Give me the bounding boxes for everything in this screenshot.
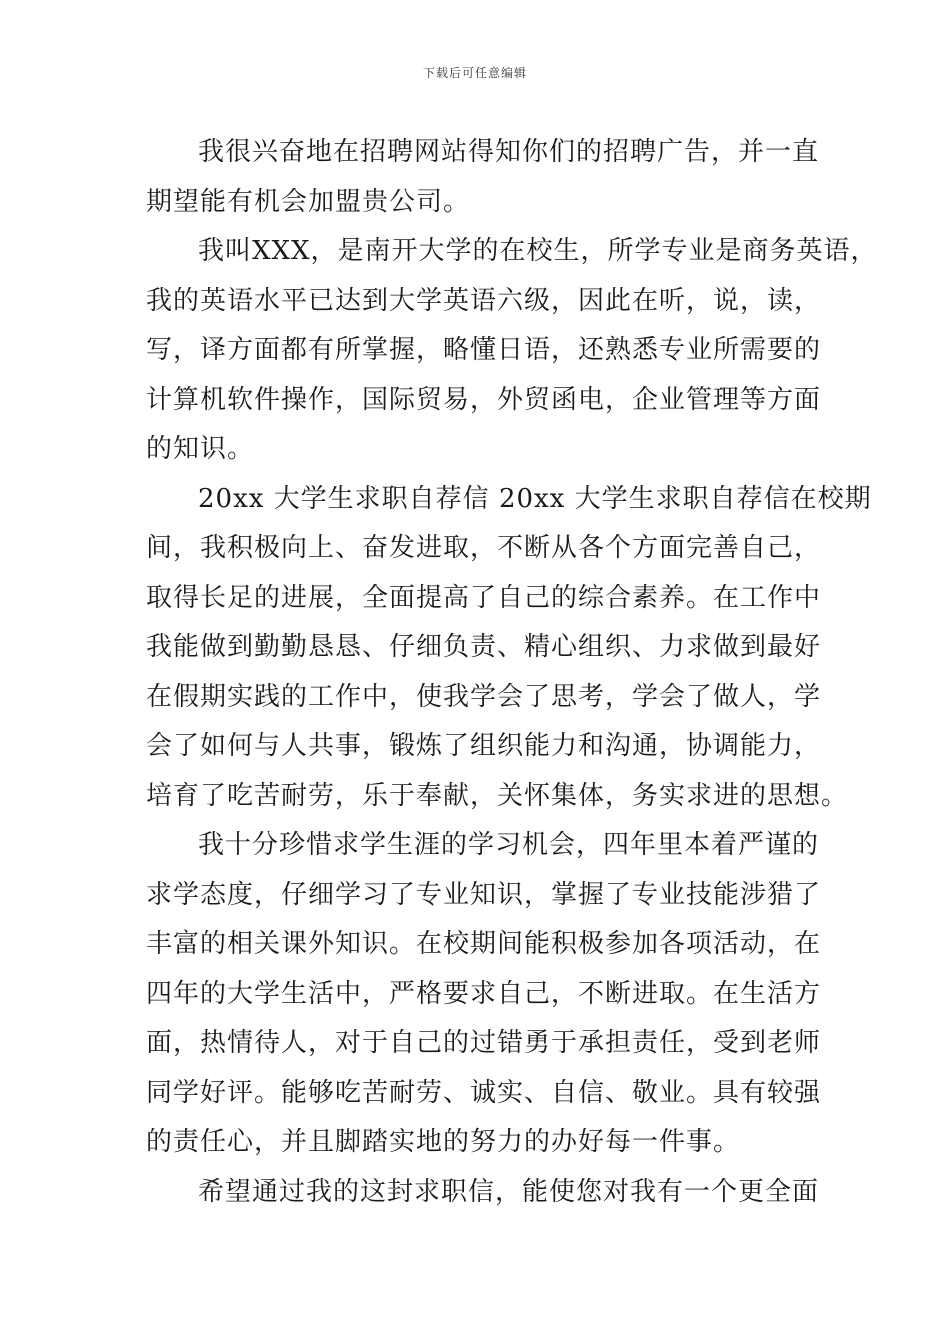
text-line: 同学好评。能够吃苦耐劳、诚实、自信、敬业。具有较强 <box>146 1077 822 1108</box>
text-line: 我很兴奋地在招聘网站得知你们的招聘广告，并一直 <box>198 137 820 167</box>
text-line: 写，译方面都有所掌握，略懂日语，还熟悉专业所需要的 <box>146 335 822 365</box>
page-header: 下载后可任意编辑 <box>422 66 527 80</box>
text-line: 取得长足的进展，全面提高了自己的综合素养。在工作中 <box>146 582 822 613</box>
text-line: 我的英语水平已达到大学英语六级，因此在听，说，读， <box>146 285 822 316</box>
text-line: 我能做到勤勤恳恳、仔细负责、精心组织、力求做到最好 <box>146 632 822 662</box>
text-line: 求学态度，仔细学习了专业知识，掌握了专业技能涉猎了 <box>146 879 822 910</box>
text-line: 的知识。 <box>146 434 255 464</box>
text-line: 我十分珍惜求学生涯的学习机会，四年里本着严谨的 <box>198 830 820 860</box>
document-body <box>146 128 878 1217</box>
text-line: 四年的大学生活中，严格要求自己，不断进取。在生活方 <box>146 978 822 1009</box>
text-line: 在假期实践的工作中，使我学会了思考，学会了做人，学 <box>146 681 822 712</box>
text-line: 丰富的相关课外知识。在校期间能积极参加各项活动，在 <box>146 929 822 959</box>
text-line: 期望能有机会加盟贵公司。 <box>146 186 471 217</box>
text-line: 的责任心，并且脚踏实地的努力的办好每一件事。 <box>146 1127 741 1157</box>
text-line: 我叫XXX，是南开大学的在校生，所学专业是商务英语， <box>198 236 878 266</box>
text-line: 间，我积极向上、奋发进取，不断从各个方面完善自己， <box>146 533 822 563</box>
text-line: 培育了吃苦耐劳，乐于奉献，关怀集体，务实求进的思想。 <box>146 780 849 811</box>
text-line: 会了如何与人共事，锻炼了组织能力和沟通，协调能力， <box>146 731 822 761</box>
text-line: 计算机软件操作，国际贸易，外贸函电，企业管理等方面 <box>146 384 822 415</box>
text-line: 面，热情待人，对于自己的过错勇于承担责任，受到老师 <box>146 1028 822 1058</box>
text-line: 20xx 大学生求职自荐信 20xx 大学生求职自荐信在校期 <box>198 483 872 514</box>
text-line: 希望通过我的这封求职信，能使您对我有一个更全面 <box>198 1176 820 1207</box>
